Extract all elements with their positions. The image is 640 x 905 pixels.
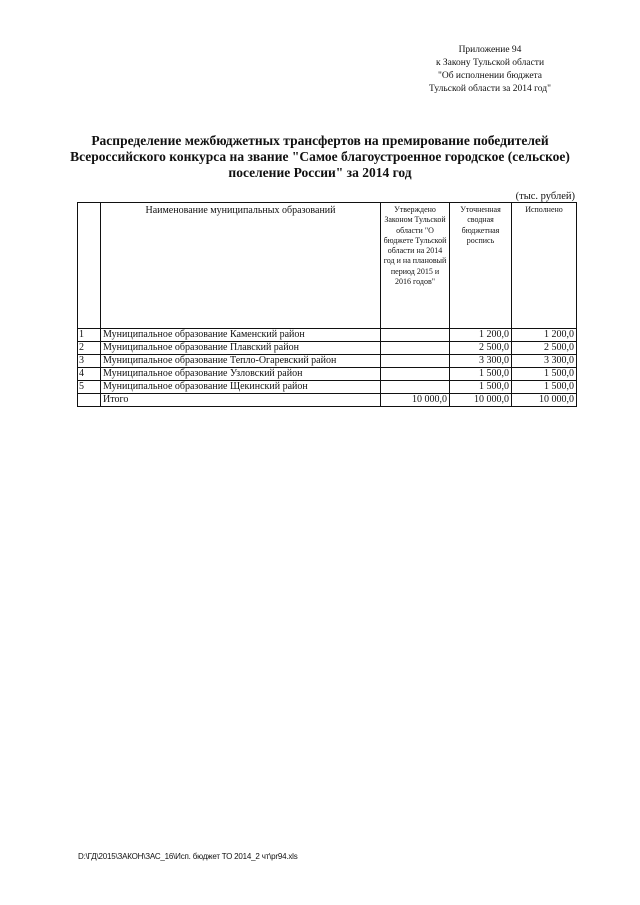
- row-executed: 1 500,0: [512, 381, 577, 394]
- row-name: Муниципальное образование Каменский район: [101, 329, 381, 342]
- row-executed: 3 300,0: [512, 355, 577, 368]
- total-revised: 10 000,0: [450, 394, 512, 407]
- units-label: (тыс. рублей): [515, 191, 575, 202]
- table-row: [78, 355, 577, 368]
- document-title: [60, 133, 580, 181]
- row-revised: 1 500,0: [450, 381, 512, 394]
- appendix-block: [405, 44, 575, 96]
- row-name: Муниципальное образование Щекинский район: [101, 381, 381, 394]
- table-row: [78, 368, 577, 381]
- row-index: 1: [78, 329, 101, 342]
- row-index: 4: [78, 368, 101, 381]
- row-executed: 2 500,0: [512, 342, 577, 355]
- row-executed: 1 500,0: [512, 368, 577, 381]
- row-name: Муниципальное образование Узловский район: [101, 368, 381, 381]
- row-name: Муниципальное образование Плавский район: [101, 342, 381, 355]
- appendix-line: Приложение 94: [458, 45, 522, 55]
- title-line: Распределение межбюджетных трансфертов на премирование победителей: [91, 133, 549, 148]
- header-approved: Утверждено Законом Тульской области "О бюджете Тульской области на 2014 год и на плановый период 2015 и 2016 годов": [381, 203, 450, 329]
- table-header-row: [78, 203, 577, 329]
- total-index: [78, 394, 101, 407]
- appendix-line: к Закону Тульской области: [435, 58, 545, 68]
- row-index: 2: [78, 342, 101, 355]
- row-approved: [381, 342, 450, 355]
- row-revised: 1 200,0: [450, 329, 512, 342]
- row-executed: 1 200,0: [512, 329, 577, 342]
- row-revised: 2 500,0: [450, 342, 512, 355]
- row-approved: [381, 381, 450, 394]
- row-revised: 1 500,0: [450, 368, 512, 381]
- table-row: [78, 381, 577, 394]
- row-approved: [381, 368, 450, 381]
- file-path-footer: D:\ГД\2015\ЗАКОН\ЗАС_16\Исп. бюджет ТО 2014_2 чт\pr94.xls: [78, 852, 298, 861]
- appendix-line: "Об исполнении бюджета: [437, 71, 543, 81]
- total-label: Итого: [101, 394, 381, 407]
- header-name: Наименование муниципальных образований: [101, 203, 381, 329]
- row-approved: [381, 329, 450, 342]
- table-row: [78, 329, 577, 342]
- title-line: поселение России" за 2014 год: [228, 165, 412, 180]
- total-row: [78, 394, 577, 407]
- total-executed: 10 000,0: [512, 394, 577, 407]
- header-executed: Исполнено: [512, 203, 577, 329]
- header-revised: Уточненная сводная бюджетная роспись: [450, 203, 512, 329]
- row-index: 3: [78, 355, 101, 368]
- row-approved: [381, 355, 450, 368]
- row-name: Муниципальное образование Тепло-Огаревский район: [101, 355, 381, 368]
- transfers-table: [77, 202, 577, 407]
- row-index: 5: [78, 381, 101, 394]
- row-revised: 3 300,0: [450, 355, 512, 368]
- total-approved: 10 000,0: [381, 394, 450, 407]
- appendix-line: Тульской области за 2014 год": [429, 84, 551, 94]
- header-index: [78, 203, 101, 329]
- table-row: [78, 342, 577, 355]
- title-line: Всероссийского конкурса на звание "Самое благоустроенное городское (сельское): [70, 149, 570, 164]
